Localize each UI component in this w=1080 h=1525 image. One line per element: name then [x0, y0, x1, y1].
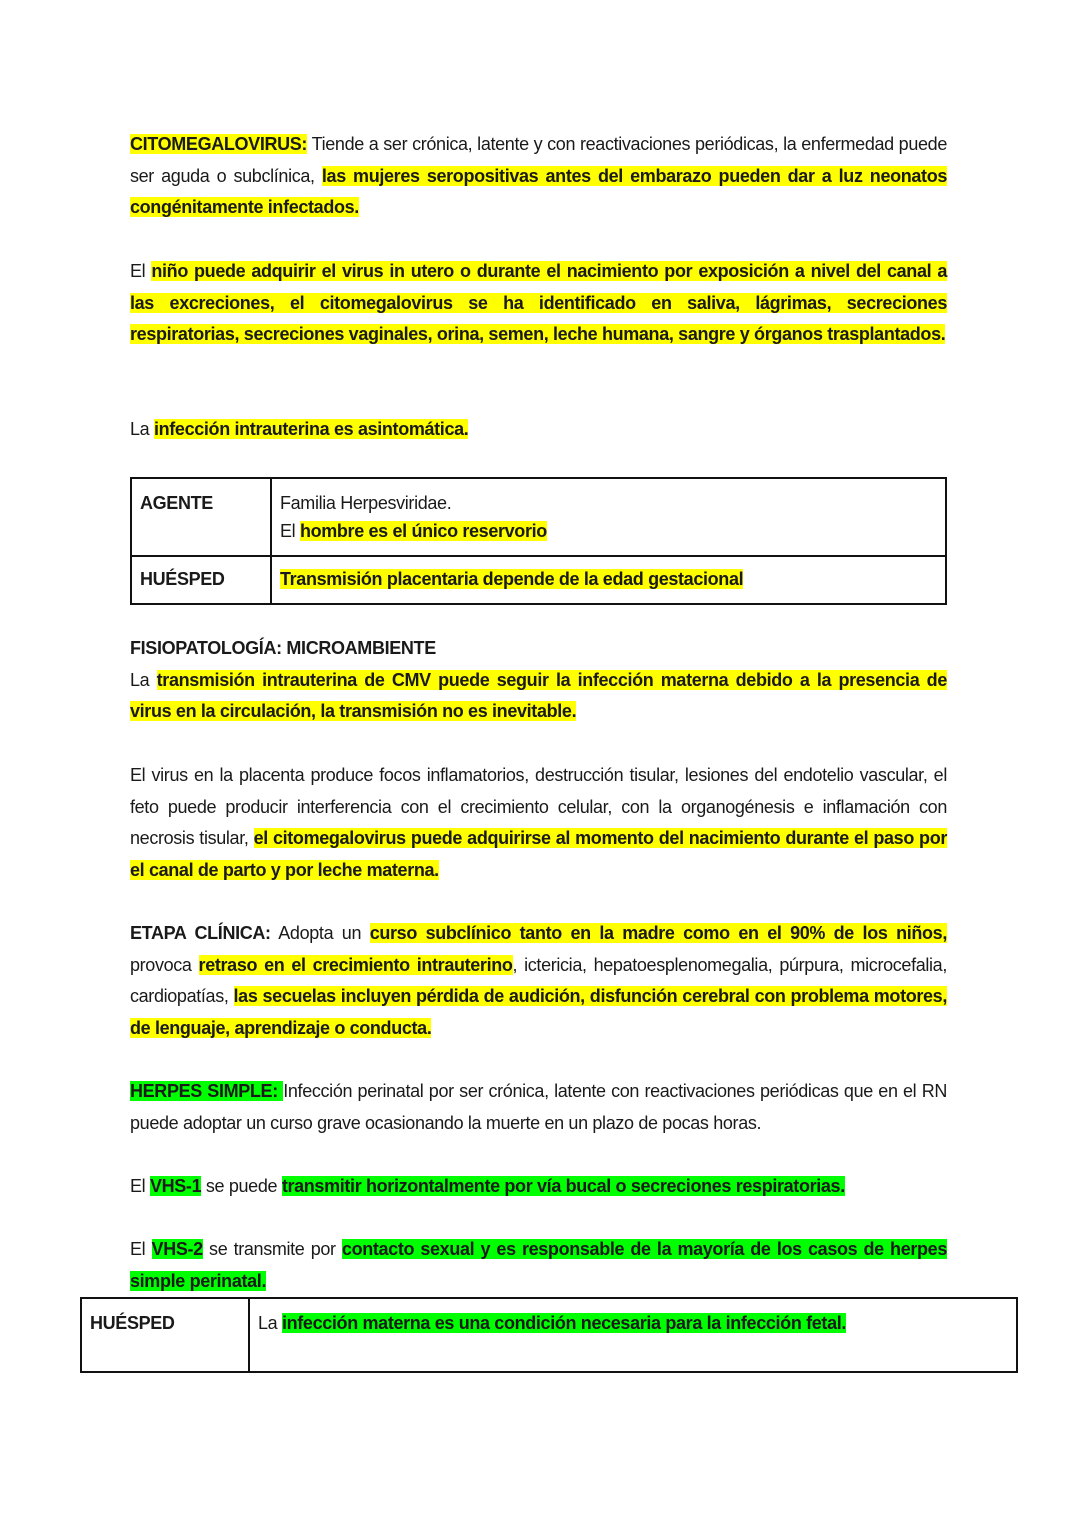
row-value — [271, 556, 946, 604]
text-segment: provoca — [130, 954, 199, 975]
paragraph-intrauterine — [130, 414, 947, 446]
highlighted-text: transmisión intrauterina de CMV puede seguir la infección materna debido a la presencia de virus en la circulación, la transmisión no es inevitable. — [130, 669, 947, 722]
text-segment: La — [130, 669, 150, 690]
highlighted-text: VHS-2 — [151, 1239, 203, 1259]
row-key: AGENTE — [131, 478, 271, 556]
text-segment: , ictericia, hepatoesplenomegalia, púrpura, microcefalia, cardiopatías, — [130, 954, 947, 1007]
herpes-table — [80, 1297, 1018, 1373]
text-segment: Infección perinatal por ser crónica, latente con reactivaciones periódicas que en el RN puede adoptar un curso grave ocasionando la muerte en un plazo de pocas horas. — [130, 1081, 947, 1133]
paragraph-cmv-transmission — [130, 256, 947, 351]
row-value — [271, 478, 946, 556]
highlighted-text: contacto sexual y es responsable de la mayoría de los casos de herpes simple perinatal. — [130, 1239, 947, 1291]
text-segment: Adopta un — [270, 923, 370, 943]
bold-text: ETAPA CLÍNICA: — [130, 923, 271, 943]
highlighted-text: transmitir horizontalmente por vía bucal o secreciones respiratorias. — [281, 1176, 845, 1196]
section-etapa-clinica — [130, 918, 947, 1044]
table-row — [131, 478, 946, 556]
row-value — [249, 1298, 1017, 1372]
paragraph-vhs2 — [130, 1234, 947, 1297]
highlighted-text: curso subclínico tanto en la madre como en el 90% de los niños, — [369, 923, 947, 943]
highlighted-text: las mujeres seropositivas antes del embarazo pueden dar a luz neonatos congénitamente infectados. — [130, 165, 948, 218]
text-segment: se puede — [201, 1176, 282, 1196]
highlighted-text: Transmisión placentaria depende de la edad gestacional — [280, 569, 744, 589]
text-segment: La — [130, 419, 154, 439]
value-prefix: La — [258, 1313, 282, 1333]
highlighted-text: HERPES SIMPLE: — [130, 1081, 284, 1101]
highlighted-text: el citomegalovirus puede adquirirse al momento del nacimiento durante el paso por el canal de parto y por leche materna. — [130, 828, 948, 880]
bold-text: FISIOPATOLOGÍA: MICROAMBIENTE — [130, 638, 436, 658]
row-key: HUÉSPED — [81, 1298, 249, 1372]
table-row — [131, 556, 946, 604]
paragraph-placenta — [130, 760, 947, 886]
text-segment: El — [130, 1239, 152, 1259]
section-fisiopatologia — [130, 633, 947, 728]
paragraph-cmv-intro — [130, 129, 947, 224]
paragraph-vhs1 — [130, 1171, 947, 1203]
text-segment: Tiende a ser crónica, latente y con reactivaciones periódicas, la enfermedad puede ser aguda o subclínica, — [130, 134, 947, 186]
text-segment: se transmite por — [202, 1239, 342, 1259]
highlighted-text: las secuelas incluyen pérdida de audición, disfunción cerebral con problema motores, de lenguaje, aprendizaje o conducta. — [130, 986, 947, 1038]
cmv-table — [130, 477, 947, 605]
section-herpes-simple — [130, 1076, 947, 1139]
highlighted-text: hombre es el único reservorio — [299, 521, 547, 541]
highlighted-text: VHS-1 — [149, 1176, 202, 1196]
text-segment: El — [130, 1176, 150, 1196]
text-segment: El — [130, 261, 152, 281]
value-line: Familia Herpesviridae. — [280, 493, 452, 513]
table-row — [81, 1298, 1017, 1372]
text-segment: El virus en la placenta produce focos inflamatorios, destrucción tisular, lesiones del endotelio vascular, el feto puede producir interferencia con el crecimiento celular, con la organogénesis e inflamación con necrosis tisular, — [130, 765, 947, 849]
value-prefix: El — [280, 521, 300, 541]
highlighted-text: infección intrauterina es asintomática. — [153, 419, 469, 439]
row-key: HUÉSPED — [131, 556, 271, 604]
highlighted-text: infección materna es una condición necesaria para la infección fetal. — [281, 1313, 847, 1333]
highlighted-text: niño puede adquirir el virus in utero o durante el nacimiento por exposición a nivel del canal a las excreciones, el citomegalovirus se ha identificado en saliva, lágrimas, secreciones respiratorias, secreciones vaginales, orina, semen, leche humana, sangre y órganos trasplantados. — [130, 261, 947, 345]
highlighted-text: retraso en el crecimiento intrauterino — [198, 954, 513, 975]
highlighted-text: CITOMEGALOVIRUS: — [130, 134, 308, 154]
